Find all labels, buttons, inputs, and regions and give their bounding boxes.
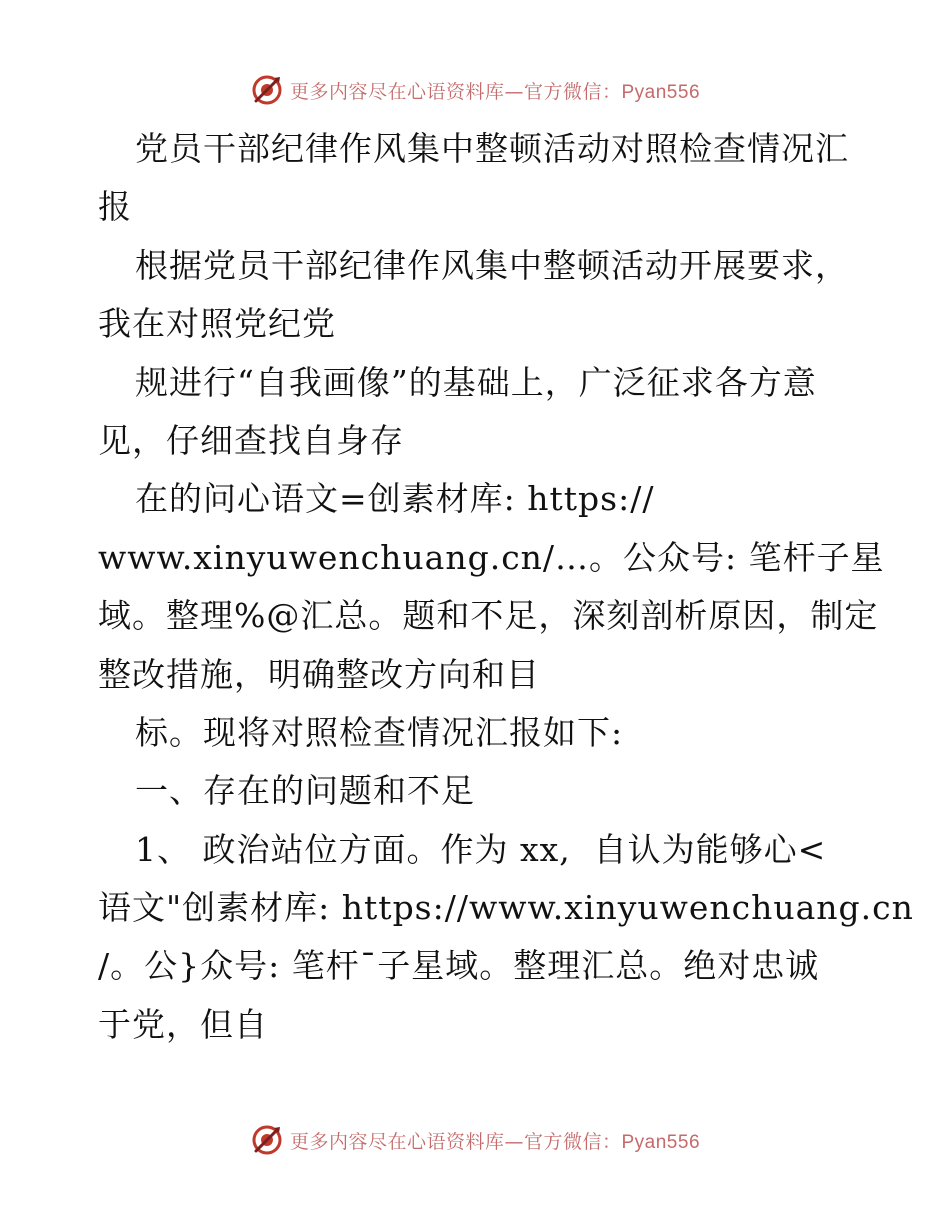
text-line: 党员干部纪律作风集中整顿活动对照检查情况汇 (135, 129, 849, 168)
logo-icon (250, 73, 284, 107)
document-body (98, 120, 914, 1054)
text-line: 一、存在的问题和不足 (135, 771, 475, 811)
text-line: 我在对照党纪党 (98, 304, 336, 344)
text-line: 于党，但自 (98, 1004, 268, 1044)
watermark-wechat-id: Pyan556 (621, 1131, 701, 1153)
watermark-wechat-id: Pyan556 (621, 81, 701, 103)
text-line: 1、 政治站位方面。作为 xx, 自认为能够心< (135, 829, 827, 869)
text-line: 域。整理%@汇总。题和不足，深刻剖析原因，制定 (98, 596, 879, 636)
header-watermark (0, 70, 950, 110)
watermark-text: 更多内容尽在心语资料库—官方微信：Pyan556 (289, 80, 701, 103)
text-line: 整改措施，明确整改方向和目 (98, 654, 540, 694)
text-line: 报 (98, 187, 132, 227)
text-line: 规进行“自我画像”的基础上，广泛征求各方意 (135, 362, 817, 402)
text-line: 语文"创素材库: https://www.xinyuwenchuang.cn (98, 888, 914, 928)
text-line: /。公}众号: 笔杆¯子星域。整理汇总。绝对忠诚 (98, 946, 820, 986)
text-line: 根据党员干部纪律作风集中整顿活动开展要求， (135, 245, 849, 285)
text-line: 见，仔细查找自身存 (98, 420, 404, 460)
watermark-text: 更多内容尽在心语资料库—官方微信：Pyan556 (289, 1130, 701, 1153)
text-line: 标。现将对照检查情况汇报如下: (135, 712, 624, 752)
logo-icon (250, 1123, 284, 1157)
text-line: www.xinyuwenchuang.cn/…。公众号: 笔杆子星 (98, 537, 885, 577)
footer-watermark (0, 1120, 950, 1160)
text-line: 在的问心语文=创素材库: https:// (135, 479, 655, 519)
